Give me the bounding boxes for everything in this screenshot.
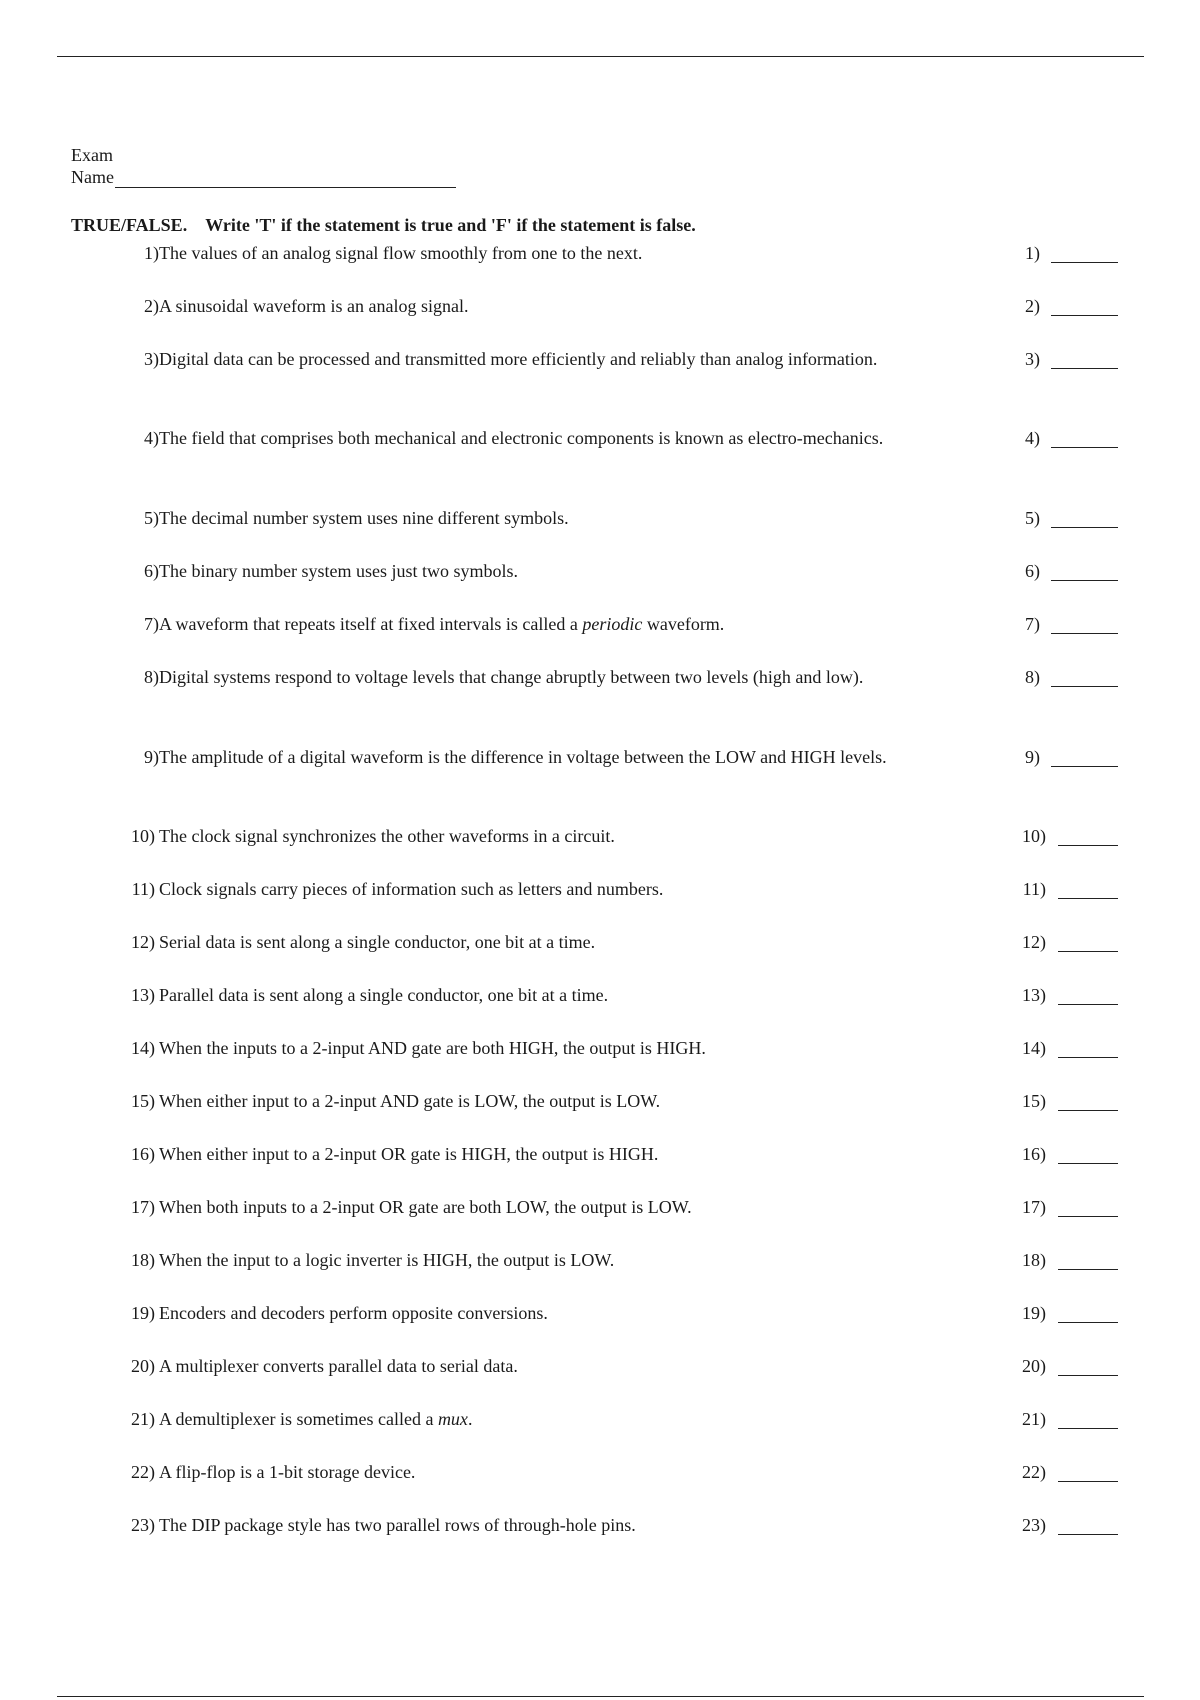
question-number: 2) <box>144 296 159 316</box>
answer-number: 4) <box>1025 428 1040 448</box>
answer-blank[interactable] <box>1058 1057 1118 1058</box>
answer-blank[interactable] <box>1058 1110 1118 1111</box>
question-text-part: waveform. <box>642 614 725 634</box>
answer-number: 10) <box>1022 826 1046 846</box>
answer-number: 15) <box>1022 1091 1046 1111</box>
question-item <box>0 505 1200 553</box>
answer-blank[interactable] <box>1058 1269 1118 1270</box>
question-text-part: A waveform that repeats itself at fixed intervals is called a <box>159 614 583 634</box>
exam-label: Exam <box>71 145 113 165</box>
question-text: The DIP package style has two parallel rows of through-hole pins. <box>159 1515 636 1535</box>
question-item <box>0 1512 1200 1560</box>
answer-number: 23) <box>1022 1515 1046 1535</box>
question-number: 7) <box>144 614 159 634</box>
answer-number: 17) <box>1022 1197 1046 1217</box>
answer-number: 12) <box>1022 932 1046 952</box>
answer-number: 1) <box>1025 243 1040 263</box>
question-number: 20) <box>131 1356 155 1376</box>
question-item <box>0 982 1200 1030</box>
answer-blank[interactable] <box>1058 898 1118 899</box>
answer-blank[interactable] <box>1058 1428 1118 1429</box>
question-text-emphasis: periodic <box>582 614 643 634</box>
question-number: 6) <box>144 561 159 581</box>
question-item <box>0 1300 1200 1348</box>
answer-number: 11) <box>1022 879 1046 899</box>
question-item <box>0 425 1200 473</box>
answer-number: 20) <box>1022 1356 1046 1376</box>
question-text: Clock signals carry pieces of information such as letters and numbers. <box>159 879 664 899</box>
question-text: The decimal number system uses nine different symbols. <box>159 508 569 528</box>
answer-blank[interactable] <box>1051 262 1118 263</box>
question-number: 16) <box>131 1144 155 1164</box>
answer-number: 8) <box>1025 667 1040 687</box>
question-text-emphasis: mux <box>437 1409 468 1429</box>
answer-blank[interactable] <box>1058 1163 1118 1164</box>
question-text: The binary number system uses just two symbols. <box>159 561 518 581</box>
question-item <box>0 823 1200 871</box>
question-text: When the inputs to a 2-input AND gate are both HIGH, the output is HIGH. <box>159 1038 706 1058</box>
question-text: Parallel data is sent along a single conductor, one bit at a time. <box>159 985 609 1005</box>
question-text: The clock signal synchronizes the other waveforms in a circuit. <box>159 826 615 846</box>
question-item <box>0 1459 1200 1507</box>
answer-blank[interactable] <box>1051 766 1118 767</box>
question-text: A flip-flop is a 1-bit storage device. <box>159 1462 416 1482</box>
question-number: 3) <box>144 349 159 369</box>
question-number: 12) <box>131 932 155 952</box>
question-item <box>0 1353 1200 1401</box>
question-item <box>0 1406 1200 1454</box>
question-number: 21) <box>131 1409 155 1429</box>
answer-blank[interactable] <box>1051 447 1118 448</box>
question-number: 10) <box>131 826 155 846</box>
question-number: 17) <box>131 1197 155 1217</box>
question-item <box>0 611 1200 659</box>
question-item <box>0 1141 1200 1189</box>
answer-blank[interactable] <box>1058 1375 1118 1376</box>
question-text: When both inputs to a 2-input OR gate are both LOW, the output is LOW. <box>159 1197 692 1217</box>
question-item <box>0 876 1200 924</box>
answer-blank[interactable] <box>1051 527 1118 528</box>
question-text: A multiplexer converts parallel data to serial data. <box>159 1356 518 1376</box>
question-item <box>0 664 1200 712</box>
answer-number: 16) <box>1022 1144 1046 1164</box>
question-text: Encoders and decoders perform opposite conversions. <box>159 1303 548 1323</box>
answer-number: 19) <box>1022 1303 1046 1323</box>
answer-number: 7) <box>1025 614 1040 634</box>
question-item <box>0 1247 1200 1295</box>
question-number: 14) <box>131 1038 155 1058</box>
question-number: 1) <box>144 243 159 263</box>
question-number: 18) <box>131 1250 155 1270</box>
question-item <box>0 1088 1200 1136</box>
question-text-part: . <box>467 1409 473 1429</box>
question-text: When either input to a 2-input OR gate is HIGH, the output is HIGH. <box>159 1144 659 1164</box>
answer-blank[interactable] <box>1051 686 1118 687</box>
question-number: 13) <box>131 985 155 1005</box>
question-item <box>0 240 1200 288</box>
answer-blank[interactable] <box>1058 845 1118 846</box>
question-item <box>0 293 1200 341</box>
instructions-text: Write 'T' if the statement is true and 'F' if the statement is false. <box>205 215 696 235</box>
answer-number: 22) <box>1022 1462 1046 1482</box>
question-text <box>159 611 979 637</box>
question-item <box>0 1194 1200 1242</box>
answer-number: 13) <box>1022 985 1046 1005</box>
answer-number: 9) <box>1025 747 1040 767</box>
question-text: When either input to a 2-input AND gate is LOW, the output is LOW. <box>159 1091 661 1111</box>
question-number: 8) <box>144 667 159 687</box>
question-text: When the input to a logic inverter is HIGH, the output is LOW. <box>159 1250 615 1270</box>
question-text: The field that comprises both mechanical and electronic components is known as electro-mechanics. <box>159 428 884 448</box>
question-number: 11) <box>131 879 155 899</box>
question-text <box>159 1406 979 1432</box>
question-text-part: A demultiplexer is sometimes called a <box>159 1409 438 1429</box>
question-text: Digital systems respond to voltage levels that change abruptly between two levels (high and low). <box>159 667 864 687</box>
name-label: Name <box>71 167 114 187</box>
page-bottom-rule <box>57 1696 1144 1697</box>
answer-blank[interactable] <box>1058 1216 1118 1217</box>
question-item <box>0 346 1200 394</box>
section-heading: TRUE/FALSE. <box>71 215 188 235</box>
answer-blank[interactable] <box>1051 368 1118 369</box>
question-text: Digital data can be processed and transmitted more efficiently and reliably than analog information. <box>159 349 878 369</box>
answer-number: 21) <box>1022 1409 1046 1429</box>
question-item <box>0 558 1200 606</box>
answer-blank[interactable] <box>1058 1481 1118 1482</box>
question-number: 23) <box>131 1515 155 1535</box>
question-item <box>0 1035 1200 1083</box>
answer-number: 3) <box>1025 349 1040 369</box>
answer-number: 5) <box>1025 508 1040 528</box>
question-text: The values of an analog signal flow smoothly from one to the next. <box>159 243 643 263</box>
answer-blank[interactable] <box>1051 633 1118 634</box>
answer-number: 14) <box>1022 1038 1046 1058</box>
answer-number: 6) <box>1025 561 1040 581</box>
answer-number: 2) <box>1025 296 1040 316</box>
answer-blank[interactable] <box>1058 1534 1118 1535</box>
question-text: A sinusoidal waveform is an analog signal. <box>159 296 469 316</box>
question-text: The amplitude of a digital waveform is the difference in voltage between the LOW and HIGH levels. <box>159 747 887 767</box>
question-number: 4) <box>144 428 159 448</box>
answer-blank[interactable] <box>1058 1322 1118 1323</box>
question-number: 9) <box>144 747 159 767</box>
question-number: 22) <box>131 1462 155 1482</box>
answer-number: 18) <box>1022 1250 1046 1270</box>
answer-blank[interactable] <box>1058 951 1118 952</box>
question-number: 15) <box>131 1091 155 1111</box>
answer-blank[interactable] <box>1051 315 1118 316</box>
question-item <box>0 744 1200 792</box>
question-number: 5) <box>144 508 159 528</box>
answer-blank[interactable] <box>1051 580 1118 581</box>
question-text: Serial data is sent along a single conductor, one bit at a time. <box>159 932 596 952</box>
question-number: 19) <box>131 1303 155 1323</box>
answer-blank[interactable] <box>1058 1004 1118 1005</box>
question-item <box>0 929 1200 977</box>
